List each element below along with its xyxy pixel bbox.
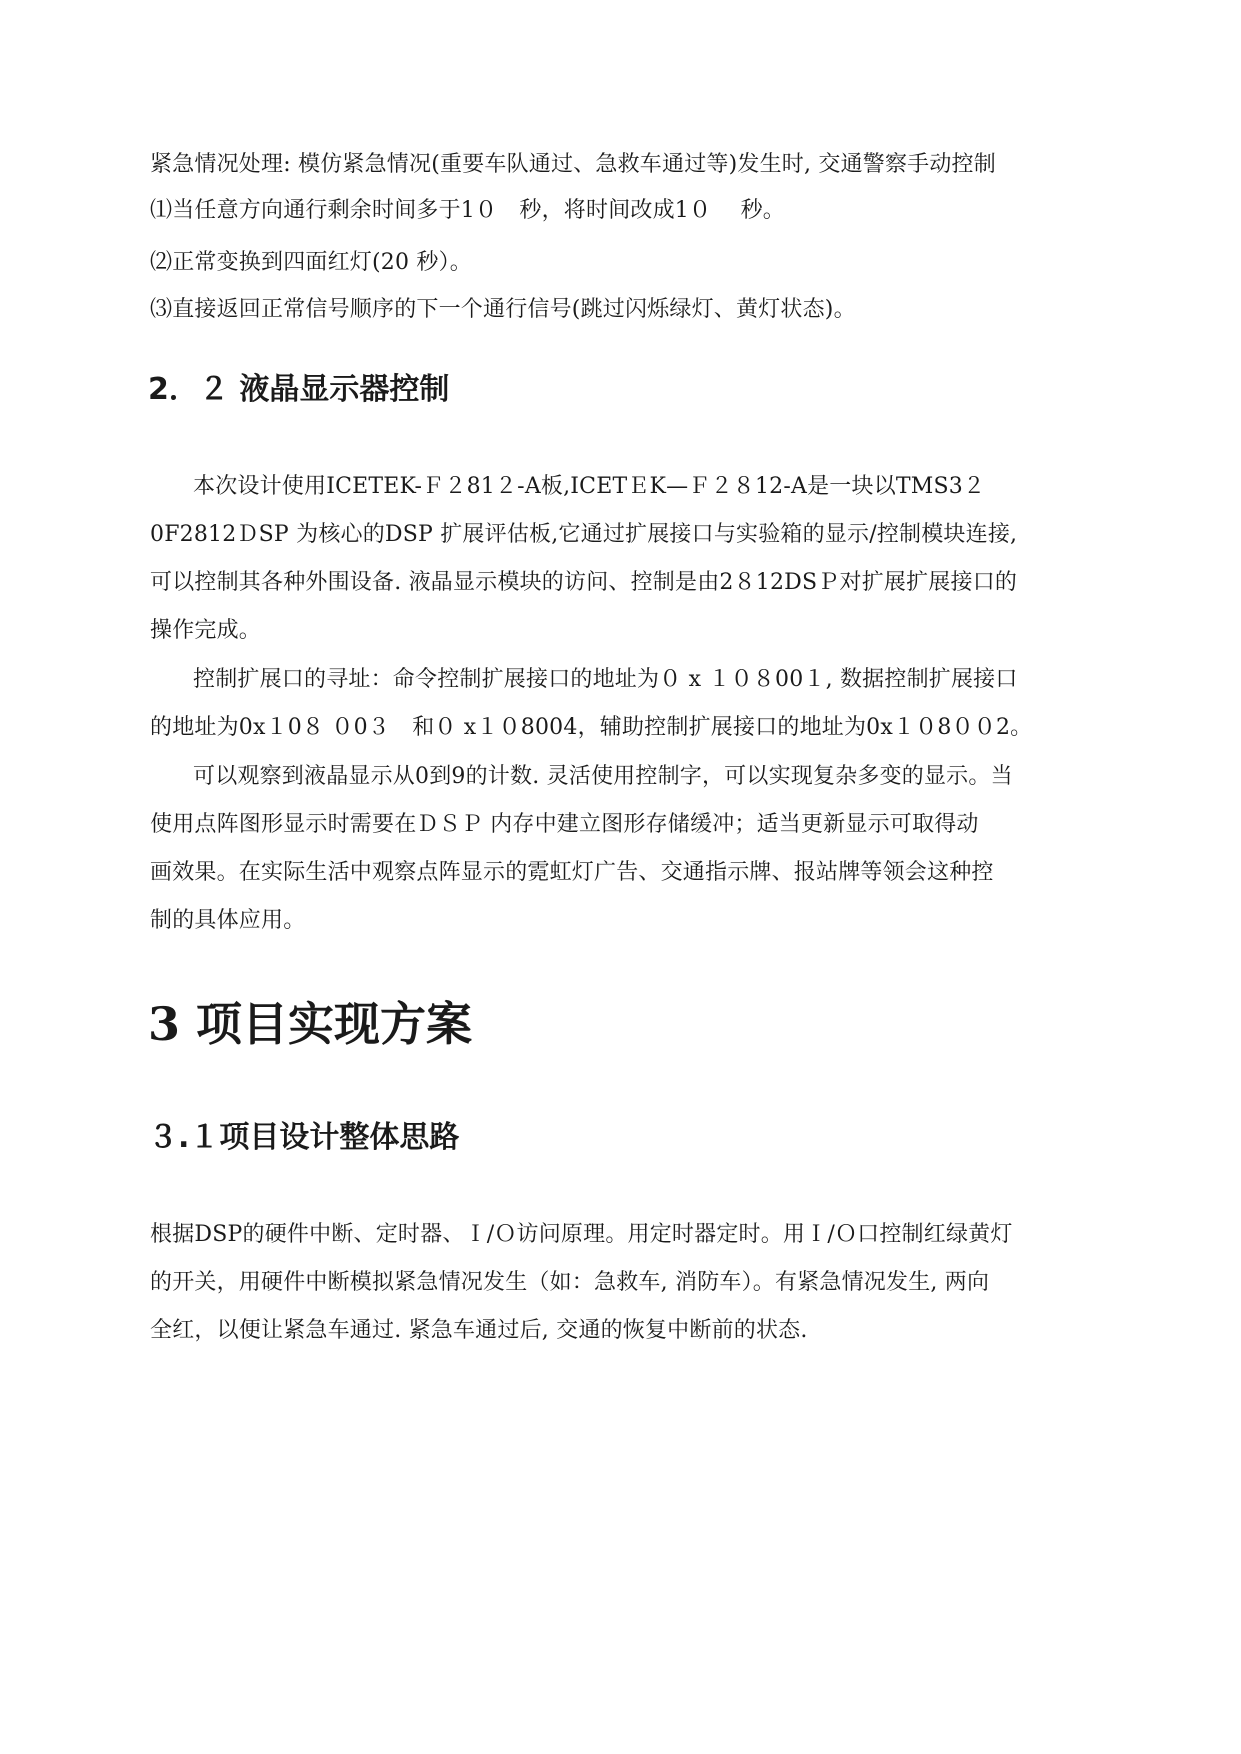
intro-line-3: ⑵正常变换到四面红灯(20 秒）。 — [150, 250, 472, 275]
paragraph-line: 可以控制其各种外围设备. 液晶显示模块的访问、控制是由2８12DSＰ对扩展扩展接口的 — [150, 570, 1018, 595]
paragraph-line: 的开关，用硬件中断模拟紧急情况发生（如：急救车, 消防车）。有紧急情况发生, 两向 — [150, 1270, 990, 1295]
paragraph-line: 使用点阵图形显示时需要在ＤＳＰ 内存中建立图形存储缓冲；适当更新显示可取得动 — [150, 812, 979, 837]
paragraph-line: 可以观察到液晶显示从0到9的计数. 灵活使用控制字，可以实现复杂多变的显示。当 — [193, 764, 1013, 789]
intro-line-4: ⑶直接返回正常信号顺序的下一个通行信号(跳过闪烁绿灯、黄灯状态)。 — [150, 297, 856, 322]
section-3-heading: 3 项目实现方案 — [148, 997, 473, 1051]
paragraph-line: 本次设计使用ICETEK-Ｆ２81２-A板,ICETＥK—Ｆ２８12-A是一块以TMS3２ — [193, 474, 986, 499]
section-3-1-heading: ３.１项目设计整体思路 — [148, 1120, 460, 1155]
paragraph-line: 控制扩展口的寻址：命令控制扩展接口的地址为０ x １０８00１, 数据控制扩展接口 — [193, 667, 1018, 692]
paragraph-line: 的地址为0x１0８ ０0３ 和０ x１０8004，辅助控制扩展接口的地址为0x１０8００2。 — [150, 715, 1033, 740]
paragraph-line: 画效果。在实际生活中观察点阵显示的霓虹灯广告、交通指示牌、报站牌等领会这种控 — [150, 860, 994, 885]
intro-line-2: ⑴当任意方向通行剩余时间多于1０ 秒，将时间改成1０ 秒。 — [150, 198, 785, 223]
paragraph-line: 全红，以便让紧急车通过. 紧急车通过后, 交通的恢复中断前的状态. — [150, 1318, 808, 1343]
paragraph-line: 0F2812ＤSP 为核心的DSP 扩展评估板,它通过扩展接口与实验箱的显示/控制模块连接, — [150, 522, 1018, 547]
intro-line-1: 紧急情况处理: 模仿紧急情况(重要车队通过、急救车通过等)发生时, 交通警察手动控制 — [150, 152, 996, 177]
paragraph-line: 制的具体应用。 — [150, 908, 306, 933]
paragraph-line: 操作完成。 — [150, 618, 262, 643]
paragraph-line: 根据DSP的硬件中断、定时器、Ｉ/Ｏ访问原理。用定时器定时。用Ｉ/Ｏ口控制红绿黄灯 — [150, 1222, 1013, 1247]
section-2-2-heading: 2．２ 液晶显示器控制 — [148, 372, 450, 407]
